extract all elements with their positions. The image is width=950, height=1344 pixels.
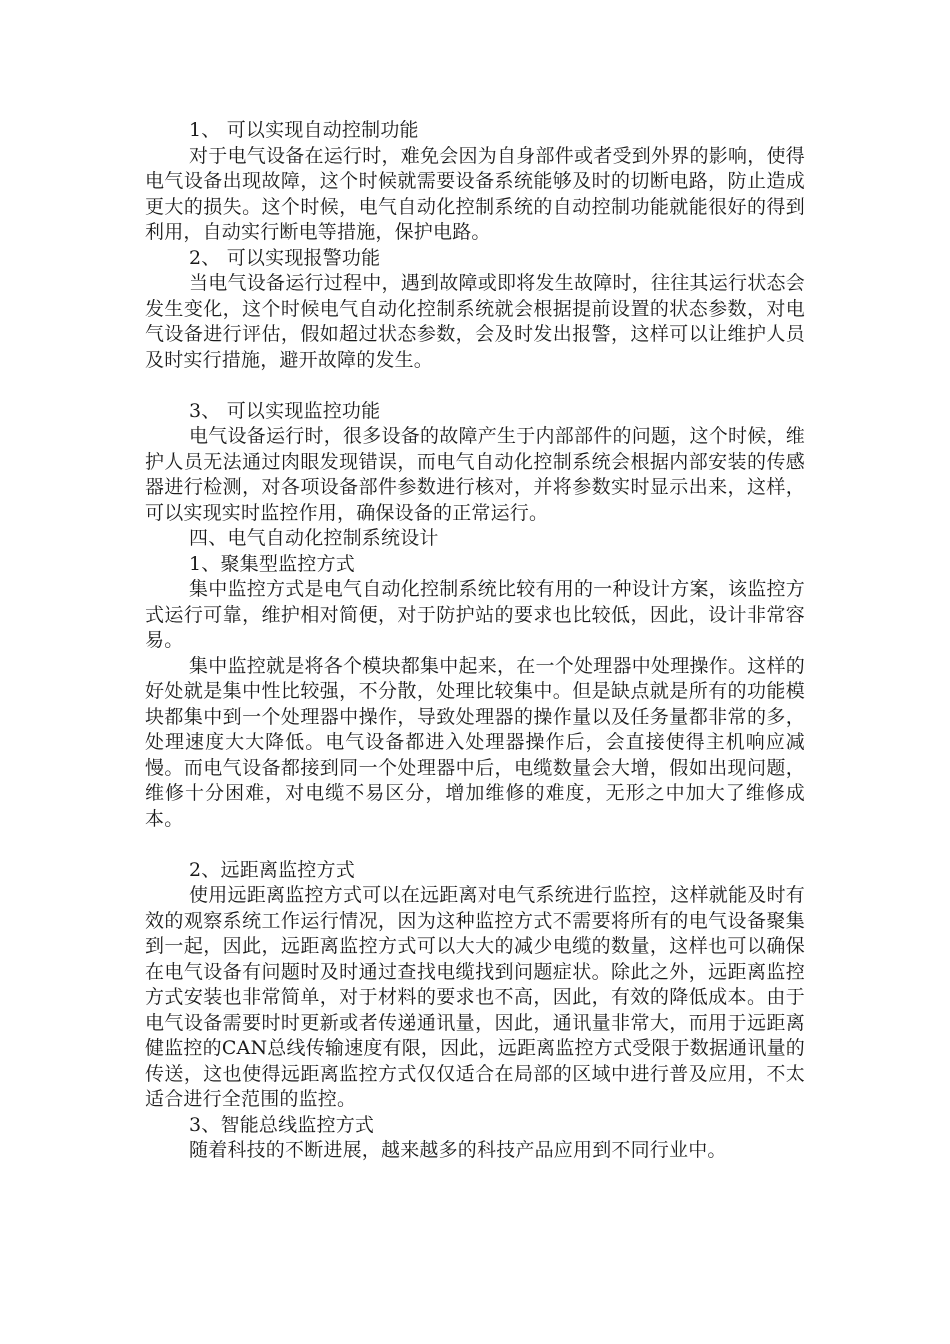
paragraph-auto-control: 对于电气设备在运行时，难免会因为自身部件或者受到外界的影响，使得电气设备出现故障，这个时候就需要设备系统能够及时的切断电路，防止造成更大的损失。这个时候，电气自动化控制系统的自动控制功能就能很好的得到利用，自动实行断电等措施，保护电路。: [145, 144, 805, 243]
section-heading-remote: 2、远距离监控方式: [189, 858, 355, 881]
section-heading-smart-bus: 3、智能总线监控方式: [189, 1113, 375, 1136]
paragraph-centralized-intro: 集中监控方式是电气自动化控制系统比较有用的一种设计方案，该监控方式运行可靠，维护相对简便，对于防护站的要求也比较低，因此，设计非常容易。: [145, 578, 805, 651]
paragraph-alarm: 当电气设备运行过程中，遇到故障或即将发生故障时，往往其运行状态会发生变化，这个时候电气自动化控制系统就会根据提前设置的状态参数，对电气设备进行评估，假如超过状态参数，会及时发出报警，这样可以让维护人员及时实行措施，避开故障的发生。: [145, 272, 805, 371]
section-heading-alarm: 2、 可以实现报警功能: [189, 246, 381, 269]
paragraph-centralized-detail: 集中监控就是将各个模块都集中起来，在一个处理器中处理操作。这样的好处就是集中性比较强，不分散，处理比较集中。但是缺点就是所有的功能模块都集中到一个处理器中操作，导致处理器的操作量以及任务量都非常的多，处理速度大大降低。电气设备都进入处理器操作后，会直接使得主机响应减慢。而电气设备都接到同一个处理器中后，电缆数量会大增，假如出现问题，维修十分困难，对电缆不易区分，增加维修的难度，无形之中加大了维修成本。: [145, 654, 805, 830]
paragraph-monitoring: 电气设备运行时，很多设备的故障产生于内部部件的问题，这个时候，维护人员无法通过肉眼发现错误，而电气自动化控制系统会根据内部安装的传感器进行检测，对各项设备部件参数进行核对，并将参数实时显示出来，这样，可以实现实时监控作用，确保设备的正常运行。: [145, 425, 805, 524]
chapter-heading-system-design: 四、电气自动化控制系统设计: [189, 527, 439, 549]
section-heading-auto-control: 1、 可以实现自动控制功能: [189, 119, 419, 141]
document-page: [145, 118, 805, 1164]
paragraph-remote: 使用远距离监控方式可以在远距离对电气系统进行监控，这样就能及时有效的观察系统工作运行情况，因为这种监控方式不需要将所有的电气设备聚集到一起，因此，远距离监控方式可以大大的减少电缆的数量，这样也可以确保在电气设备有问题时及时通过查找电缆找到问题症状。除此之外，远距离监控方式安装也非常简单，对于材料的要求也不高，因此，有效的降低成本。由于电气设备需要时时更新或者传递通讯量，因此，通讯量非常大，而用于远距离健监控的CAN总线传输速度有限，因此，远距离监控方式受限于数据通讯量的传送，这也使得远距离监控方式仅仅适合在局部的区域中进行普及应用，不太适合进行全范围的监控。: [145, 884, 805, 1110]
section-heading-centralized: 1、聚集型监控方式: [189, 552, 355, 575]
section-heading-monitoring: 3、 可以实现监控功能: [189, 399, 381, 422]
blank-line: [145, 373, 805, 399]
paragraph-smart-bus: 随着科技的不断进展，越来越多的科技产品应用到不同行业中。: [189, 1139, 727, 1161]
blank-line: [145, 832, 805, 858]
